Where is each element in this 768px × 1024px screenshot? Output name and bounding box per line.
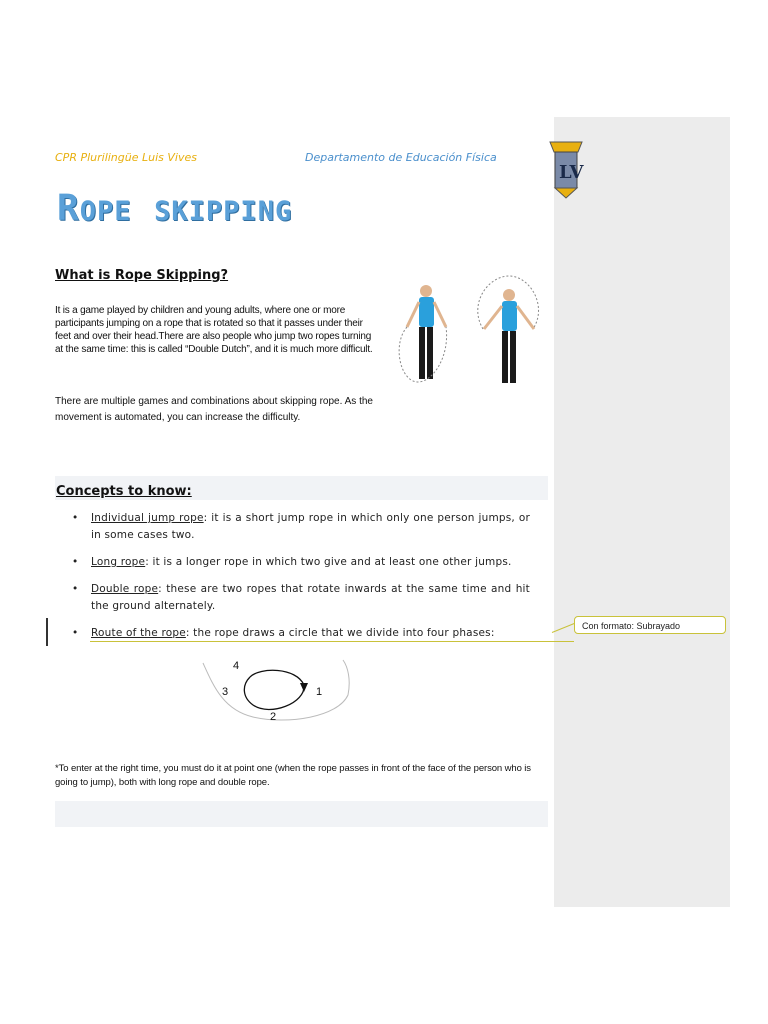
concepts-list bbox=[72, 510, 530, 642]
title-word-2: SKIPPING bbox=[154, 196, 293, 227]
heading-what-is: What is Rope Skipping? bbox=[55, 268, 229, 283]
rope-jumpers-photo bbox=[388, 274, 548, 394]
bullet-dot: • bbox=[72, 556, 79, 568]
concept-term: Individual jump rope bbox=[91, 512, 204, 524]
footnote-entry-timing: *To enter at the right time, you must do it at point one (when the rope passes in front of the face of the person who is going to jump), both with long rope and double rope. bbox=[55, 763, 531, 788]
phase-label-1: 1 bbox=[316, 686, 323, 698]
phase-label-3: 3 bbox=[222, 686, 229, 698]
jumper-figure-1 bbox=[399, 285, 446, 382]
bullet-dot: • bbox=[72, 512, 79, 524]
concept-text: : these are two ropes that rotate inwards at the same time and hit the ground alternately. bbox=[91, 583, 530, 612]
bullet-dot: • bbox=[72, 627, 79, 639]
bullet-dot: • bbox=[72, 583, 79, 595]
empty-band bbox=[55, 801, 548, 827]
jumper-figure-2 bbox=[478, 276, 539, 383]
paragraph-games: There are multiple games and combinations about skipping rope. As the movement is automated, you can increase the difficulty. bbox=[55, 396, 373, 423]
heading-concepts: Concepts to know: bbox=[56, 484, 192, 499]
page-title bbox=[57, 188, 292, 229]
list-item bbox=[72, 581, 530, 615]
concept-text: : it is a short jump rope in which only one person jumps, or in some cases two. bbox=[91, 512, 530, 541]
list-item bbox=[72, 554, 530, 571]
title-initial: R bbox=[57, 188, 80, 229]
list-item bbox=[72, 510, 530, 544]
phase-label-2: 2 bbox=[270, 711, 277, 723]
concept-text: : it is a longer rope in which two give and at least one other jumps. bbox=[145, 556, 512, 568]
svg-text:LV: LV bbox=[559, 162, 584, 183]
header-school: CPR Plurilingüe Luis Vives bbox=[55, 151, 197, 164]
header-department: Departamento de Educación Física bbox=[305, 151, 497, 164]
phase-label-4: 4 bbox=[233, 660, 240, 672]
comment-margin-pane bbox=[554, 117, 730, 907]
paragraph-definition: It is a game played by children and young adults, where one or more participants jumping on a rope that is rotated so that it passes under their feet and over their head.There are also people who jump two ropes turning at the same time: this is called “Double Dutch”, and it is much more difficult. bbox=[55, 305, 373, 355]
school-logo bbox=[546, 138, 586, 200]
concept-term: Route of the rope bbox=[91, 627, 186, 639]
concept-text: : the rope draws a circle that we divide into four phases: bbox=[185, 627, 495, 639]
title-rest-1: OPE bbox=[79, 196, 132, 227]
rope-phase-diagram bbox=[198, 655, 353, 735]
concept-term: Long rope bbox=[91, 556, 146, 568]
list-item bbox=[72, 625, 530, 642]
comment-balloon[interactable]: Con formato: Subrayado bbox=[574, 616, 726, 634]
change-bar bbox=[46, 618, 48, 646]
concept-term: Double rope bbox=[91, 583, 159, 595]
